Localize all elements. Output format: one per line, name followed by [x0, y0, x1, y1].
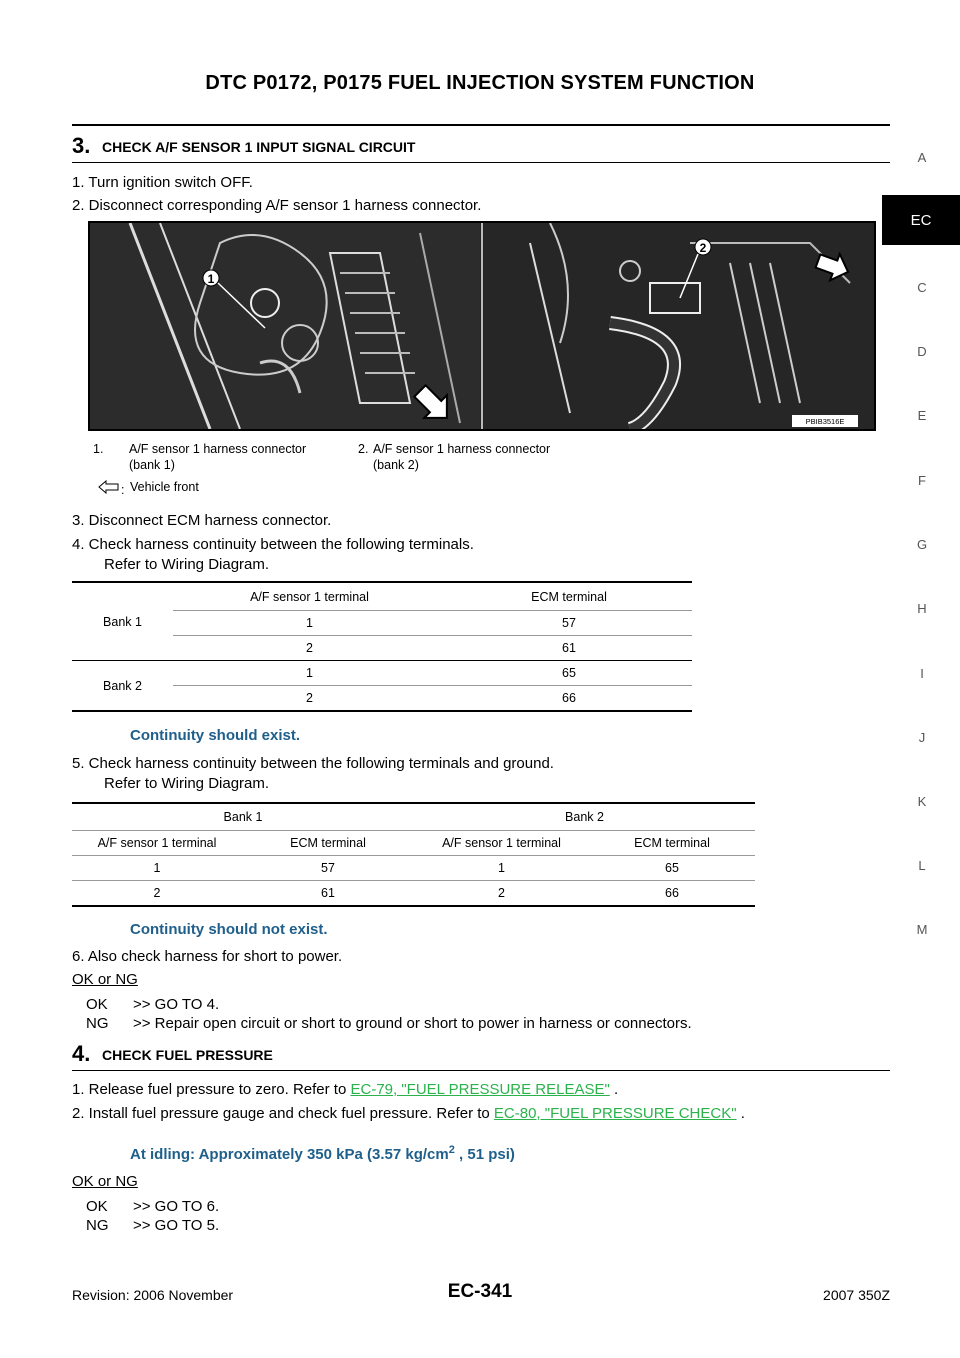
step3-item-5: 5. Check harness continuity between the following terminals and ground.	[72, 755, 554, 772]
index-letter-g[interactable]: G	[916, 537, 928, 552]
index-letter-d[interactable]: D	[917, 344, 927, 359]
table2-group-bank1: Bank 1	[72, 804, 414, 831]
table1-cell: 57	[446, 611, 692, 636]
step3-ng-text: >> Repair open circuit or short to ground or short to power in harness or connectors.	[133, 1015, 692, 1032]
engine-bay-figure	[88, 221, 876, 431]
table2-cell: 2	[153, 886, 161, 900]
table2-cell: 66	[665, 886, 679, 900]
table1-cell: 61	[446, 636, 692, 661]
legend-2-num: 2.	[358, 442, 369, 456]
index-tab-ec[interactable]: EC	[882, 195, 960, 245]
index-letter-i[interactable]: I	[920, 666, 924, 681]
legend-1-text-a: A/F sensor 1 harness connector	[129, 442, 307, 456]
table1-cell: 65	[446, 661, 692, 686]
legend-1-num: 1.	[93, 442, 104, 456]
step3-ok-label: OK	[86, 996, 108, 1013]
legend-arrow-icon	[98, 480, 122, 494]
step4-bottom-rule	[72, 1070, 890, 1071]
step3-title: CHECK A/F SENSOR 1 INPUT SIGNAL CIRCUIT	[102, 139, 416, 155]
table1-cell: 1	[173, 661, 446, 686]
table2-group-bank2: Bank 2	[414, 804, 755, 831]
figure-code: PBIB3516E	[805, 417, 845, 426]
step3-item-4: 4. Check harness continuity between the following terminals.	[72, 536, 474, 553]
footer-page-number: EC-341	[447, 1281, 513, 1302]
step4-title: CHECK FUEL PRESSURE	[102, 1047, 273, 1063]
table2-cell: 1	[414, 856, 589, 881]
step4-ng-text: >> GO TO 5.	[133, 1217, 220, 1234]
table1-header-sensor: A/F sensor 1 terminal	[173, 583, 446, 611]
table1-cell: 1	[173, 611, 446, 636]
step3-ng-label: NG	[86, 1015, 109, 1032]
footer-model: 2007 350Z	[823, 1287, 890, 1303]
spec-continuity-exist: Continuity should exist.	[130, 727, 301, 744]
link-fuel-pressure-release[interactable]: EC-79, "FUEL PRESSURE RELEASE"	[350, 1081, 610, 1098]
index-letter-m[interactable]: M	[916, 922, 928, 937]
step4-item-2: 2. Install fuel pressure gauge and check fuel pressure. Refer to EC-80, "FUEL PRESSURE CHECK" .	[72, 1105, 745, 1122]
table2-cell: 57	[242, 856, 414, 881]
legend-2-text-b: (bank 2)	[373, 458, 419, 472]
page-title: DTC P0172, P0175 FUEL INJECTION SYSTEM FUNCTION	[205, 72, 755, 94]
step3-bottom-rule	[72, 162, 890, 163]
table2-header: ECM terminal	[242, 831, 414, 856]
table2-cell: 65	[589, 856, 755, 881]
step3-ok-or-ng: OK or NG	[72, 971, 138, 988]
step3-number: 3.	[72, 133, 91, 158]
step3-item-5-sub: Refer to Wiring Diagram.	[104, 775, 270, 792]
engine-bay-illustration	[90, 223, 874, 429]
step4-ok-text: >> GO TO 6.	[133, 1198, 220, 1215]
spec-fuel-pressure: At idling: Approximately 350 kPa (3.57 $kg/cm^2$ , 51 psi)	[130, 1144, 515, 1163]
step3-ok-text: >> GO TO 4.	[133, 996, 220, 1013]
table1-cell: 2	[173, 636, 446, 661]
index-letter-c[interactable]: C	[917, 280, 927, 295]
legend-3-text: Vehicle front	[130, 480, 199, 494]
table2-cell: 61	[321, 886, 335, 900]
spec-continuity-not-exist: Continuity should not exist.	[130, 921, 328, 938]
step3-item-6: 6. Also check harness for short to power.	[72, 948, 343, 965]
table2-cell: 2	[498, 886, 505, 900]
step3-item-4-sub: Refer to Wiring Diagram.	[104, 556, 270, 573]
table2-header: A/F sensor 1 terminal	[72, 831, 242, 856]
link-fuel-pressure-check[interactable]: EC-80, "FUEL PRESSURE CHECK"	[493, 1105, 737, 1122]
table2-header: ECM terminal	[589, 831, 755, 856]
step3-item-1: 1. Turn ignition switch OFF.	[72, 174, 253, 191]
table1-header-ecm: ECM terminal	[446, 583, 692, 611]
footer-revision: Revision: 2006 November	[72, 1287, 234, 1303]
index-letter-h[interactable]: H	[917, 601, 927, 616]
step3-item-2: 2. Disconnect corresponding A/F sensor 1 harness connector.	[72, 197, 482, 214]
table1-cell: 2	[306, 691, 313, 705]
continuity-table-2	[72, 802, 755, 907]
table2-header: A/F sensor 1 terminal	[414, 831, 589, 856]
callout-1: 1	[207, 272, 215, 286]
step3-top-rule	[72, 124, 890, 126]
legend-2-text-a: A/F sensor 1 harness connector	[373, 442, 551, 456]
table2-cell: 1	[72, 856, 242, 881]
step4-number: 4.	[72, 1041, 91, 1066]
table1-bank1-label: Bank 1	[72, 583, 173, 661]
table1-cell: 66	[562, 691, 576, 705]
step4-ng-label: NG	[86, 1217, 109, 1234]
index-letter-e[interactable]: E	[917, 408, 927, 423]
index-letter-f[interactable]: F	[918, 473, 926, 488]
callout-2: 2	[699, 241, 707, 255]
index-letter-j[interactable]: J	[918, 730, 926, 745]
step3-item-3: 3. Disconnect ECM harness connector.	[72, 512, 332, 529]
index-letter-a[interactable]: A	[917, 150, 927, 165]
index-letter-l[interactable]: L	[918, 858, 926, 873]
legend-1-text-b: (bank 1)	[129, 458, 175, 472]
continuity-table-1	[72, 581, 692, 712]
step4-item-1: 1. Release fuel pressure to zero. Refer to EC-79, "FUEL PRESSURE RELEASE" .	[72, 1081, 619, 1098]
table1-bank2-label: Bank 2	[103, 678, 142, 693]
step4-ok-or-ng: OK or NG	[72, 1173, 138, 1190]
step4-ok-label: OK	[86, 1198, 108, 1215]
index-letter-k[interactable]: K	[917, 794, 927, 809]
